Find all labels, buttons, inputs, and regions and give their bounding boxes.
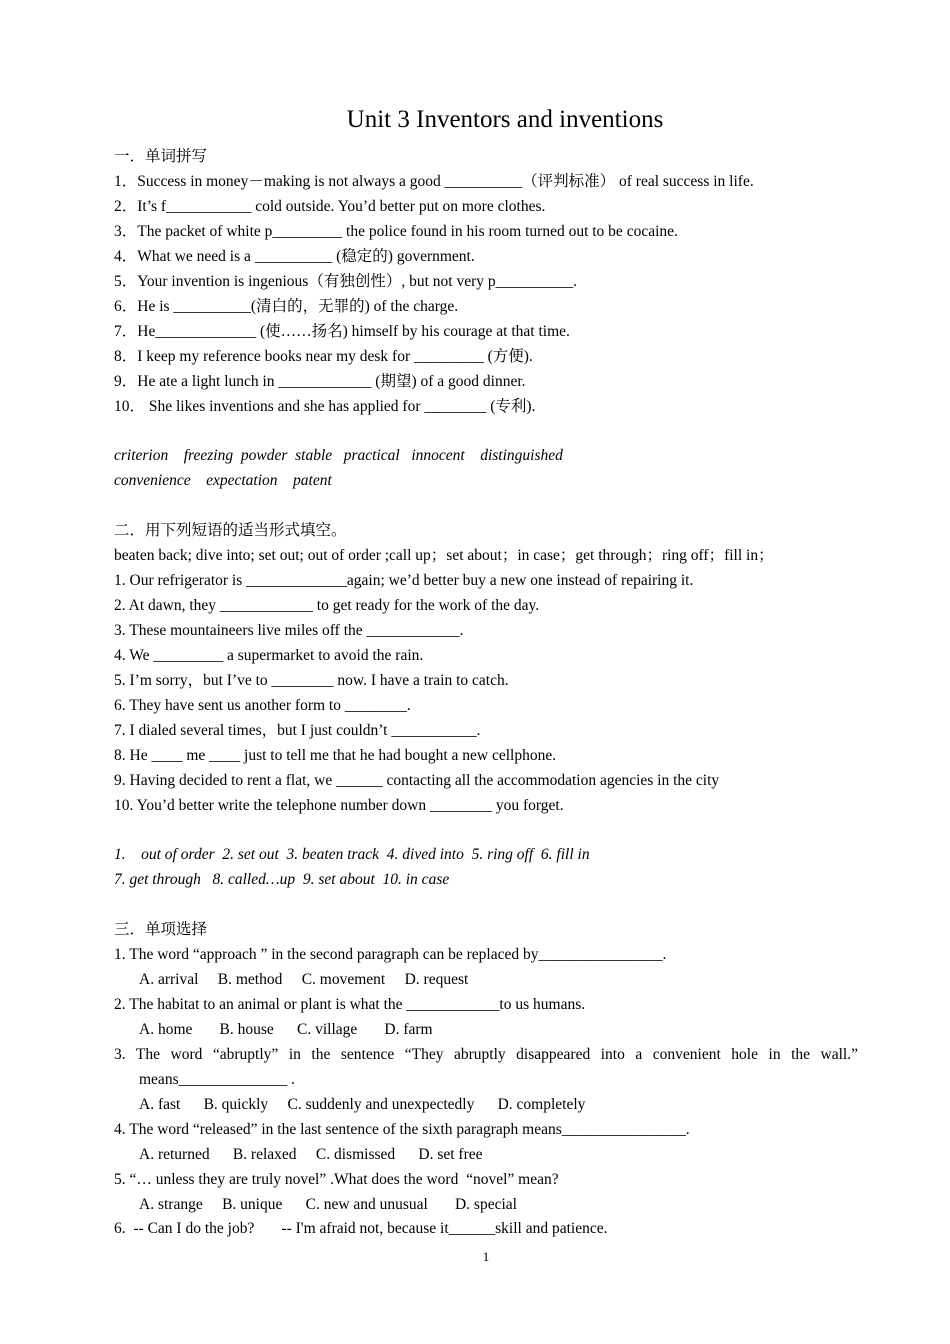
section2-item-8: 8. He ____ me ____ just to tell me that he had bought a new cellphone. <box>114 747 557 764</box>
section1-item-3: 3．The packet of white p_________ the police found in his room turned out to be cocaine. <box>114 223 678 240</box>
section2-item-2: 2. At dawn, they ____________ to get ready for the work of the day. <box>114 597 540 614</box>
question-5-options: A. strange B. unique C. new and unusual D. special <box>139 1196 517 1213</box>
section1-answers-line-1: criterion freezing powder stable practical innocent distinguished <box>114 447 563 464</box>
section1-item-6: 6．He is __________(清白的，无罪的) of the charge. <box>114 298 459 315</box>
section2-answers-line-1: 1. out of order 2. set out 3. beaten track 4. dived into 5. ring off 6. fill in <box>114 846 590 863</box>
section2-answers-line-2: 7. get through 8. called…up 9. set about 10. in case <box>114 871 450 888</box>
section1-answers-line-2: convenience expectation patent <box>114 472 332 489</box>
question-4: 4. The word “released” in the last sentence of the sixth paragraph means________________. <box>114 1121 690 1138</box>
question-3-continuation: means______________ . <box>139 1071 295 1088</box>
section1-heading: 一．单词拼写 <box>114 148 208 165</box>
section2-item-3: 3. These mountaineers live miles off the ____________. <box>114 622 464 639</box>
question-6: 6. -- Can I do the job? -- I'm afraid not, because it______skill and patience. <box>114 1220 608 1237</box>
section2-item-7: 7. I dialed several times，but I just couldn’t ___________. <box>114 722 481 739</box>
question-2-options: A. home B. house C. village D. farm <box>139 1021 433 1038</box>
section2-item-4: 4. We _________ a supermarket to avoid the rain. <box>114 647 424 664</box>
question-1-options: A. arrival B. method C. movement D. request <box>139 971 469 988</box>
question-3-options: A. fast B. quickly C. suddenly and unexpectedly D. completely <box>139 1096 586 1113</box>
question-4-options: A. returned B. relaxed C. dismissed D. set free <box>139 1146 483 1163</box>
section2-item-6: 6. They have sent us another form to ________. <box>114 697 411 714</box>
section1-item-1: 1．Success in money－making is not always a good __________（评判标准） of real success in life. <box>114 173 754 190</box>
section2-phrase-list: beaten back; dive into; set out; out of order ;call up；set about；in case；get through；ring off；fill in； <box>114 547 774 564</box>
question-2: 2. The habitat to an animal or plant is what the ____________to us humans. <box>114 996 586 1013</box>
section2-heading: 二．用下列短语的适当形式填空。 <box>114 522 347 539</box>
question-5: 5. “… unless they are truly novel” .What does the word “novel” mean? <box>114 1171 559 1188</box>
section1-item-5: 5．Your invention is ingenious（有独创性）, but not very p__________. <box>114 273 577 290</box>
section3-heading: 三．单项选择 <box>114 921 208 938</box>
section1-item-9: 9．He ate a light lunch in ____________ (期望) of a good dinner. <box>114 373 526 390</box>
section2-item-10: 10. You’d better write the telephone number down ________ you forget. <box>114 797 564 814</box>
section1-item-2: 2．It’s f___________ cold outside. You’d better put on more clothes. <box>114 198 546 215</box>
page-number: 1 <box>482 1249 490 1264</box>
section2-item-9: 9. Having decided to rent a flat, we ______ contacting all the accommodation agencies in the city <box>114 772 720 789</box>
section1-item-10: 10． She likes inventions and she has applied for ________ (专利). <box>114 398 536 415</box>
section2-item-5: 5. I’m sorry，but I’ve to ________ now. I have a train to catch. <box>114 672 509 689</box>
section2-item-1: 1. Our refrigerator is _____________again; we’d better buy a new one instead of repairing it. <box>114 572 694 589</box>
section1-item-4: 4．What we need is a __________ (稳定的) government. <box>114 248 475 265</box>
question-1: 1. The word “approach ” in the second paragraph can be replaced by________________. <box>114 946 667 963</box>
question-3: 3. The word “abruptly” in the sentence “They abruptly disappeared into a convenient hole in the wall.” <box>114 1046 858 1063</box>
page-title: Unit 3 Inventors and inventions <box>346 106 664 133</box>
section1-item-8: 8．I keep my reference books near my desk for _________ (方便). <box>114 348 533 365</box>
section1-item-7: 7．He_____________ (使……扬名) himself by his courage at that time. <box>114 323 570 340</box>
